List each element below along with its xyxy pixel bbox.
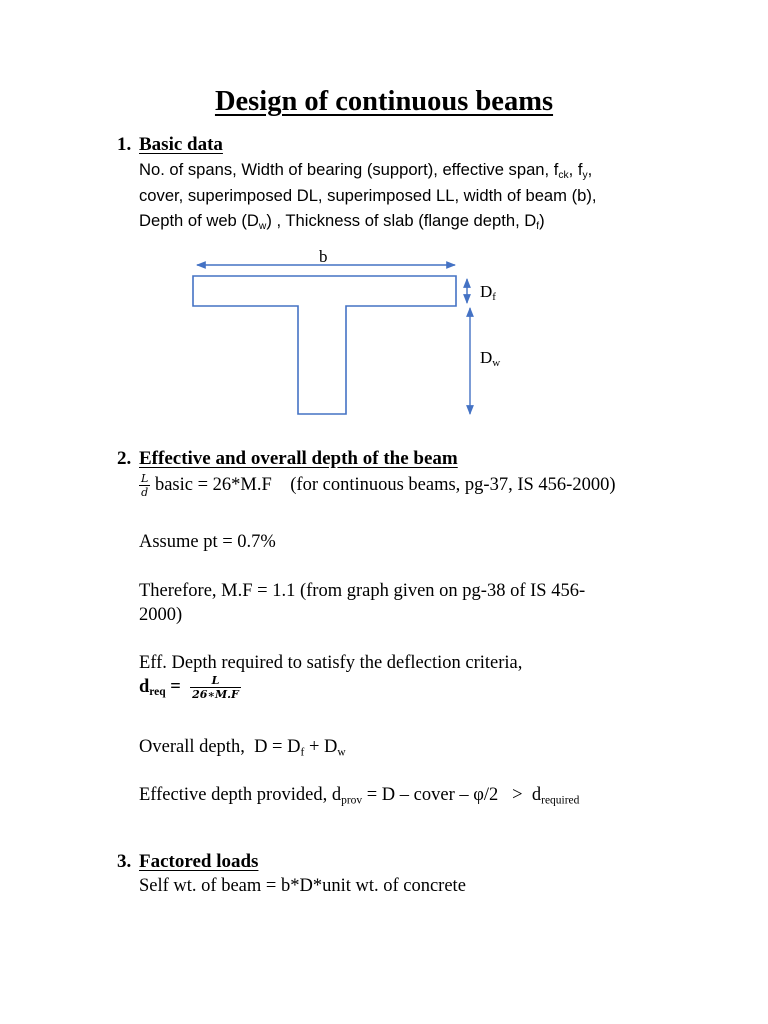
therefore-mf-line-2: 2000) [139, 605, 183, 625]
eff-depth-criteria-line: Eff. Depth required to satisfy the deflection criteria, [139, 653, 523, 673]
effective-depth-provided-line: Effective depth provided, $d_{prov} = D$ – cover – $\varphi/2 > d_{required}$ [139, 785, 580, 807]
section-number: 2. [117, 448, 132, 469]
label-b: b [319, 247, 328, 266]
basic-data-line-3: Depth of web $(D_w)$ , Thickness of slab (flange depth, $D_f$) [139, 211, 545, 233]
section-label: Factored loads [139, 851, 259, 872]
section-heading-basic-data [117, 134, 223, 156]
section-heading-depth [117, 448, 458, 470]
dreq-fraction: $\frac{L}{26∗M.F}$ [192, 674, 239, 701]
ld-fraction: $\frac{L}{d}$ [141, 472, 149, 499]
assume-pt-line: Assume pt = 0.7% [139, 532, 276, 552]
section-number: 1. [117, 134, 132, 155]
self-weight-line: Self wt. of beam = b*D*unit wt. of concrete [139, 876, 466, 896]
label-dw: Dw [480, 348, 501, 369]
section-label: Effective and overall depth of the beam [139, 448, 458, 469]
section-number: 3. [117, 851, 132, 872]
t-beam-outline [193, 276, 456, 414]
basic-data-line-2: cover, superimposed DL, superimposed LL, width of beam (b), [139, 186, 597, 205]
ld-basic-line: $\frac{L}{d}$ basic = 26*M.F (for continuous beams, pg-37, IS 456-2000) [141, 472, 616, 499]
dreq-formula: $d_{req}$ = $\frac{L}{26∗M.F}$ [139, 674, 239, 701]
therefore-mf-line-1: Therefore, M.F = 1.1 (from graph given on pg-38 of IS 456- [139, 581, 586, 601]
overall-depth-line: Overall depth, $D = D_f + D_w$ [139, 737, 346, 759]
label-df: Df [480, 282, 496, 303]
section-label: Basic data [139, 134, 223, 155]
basic-data-line-1: No. of spans, Width of bearing (support), effective span, $f_{ck}$, $f_y$, [139, 160, 593, 182]
section-heading-factored-loads [117, 851, 258, 873]
page-title: Design of continuous beams [214, 86, 554, 117]
